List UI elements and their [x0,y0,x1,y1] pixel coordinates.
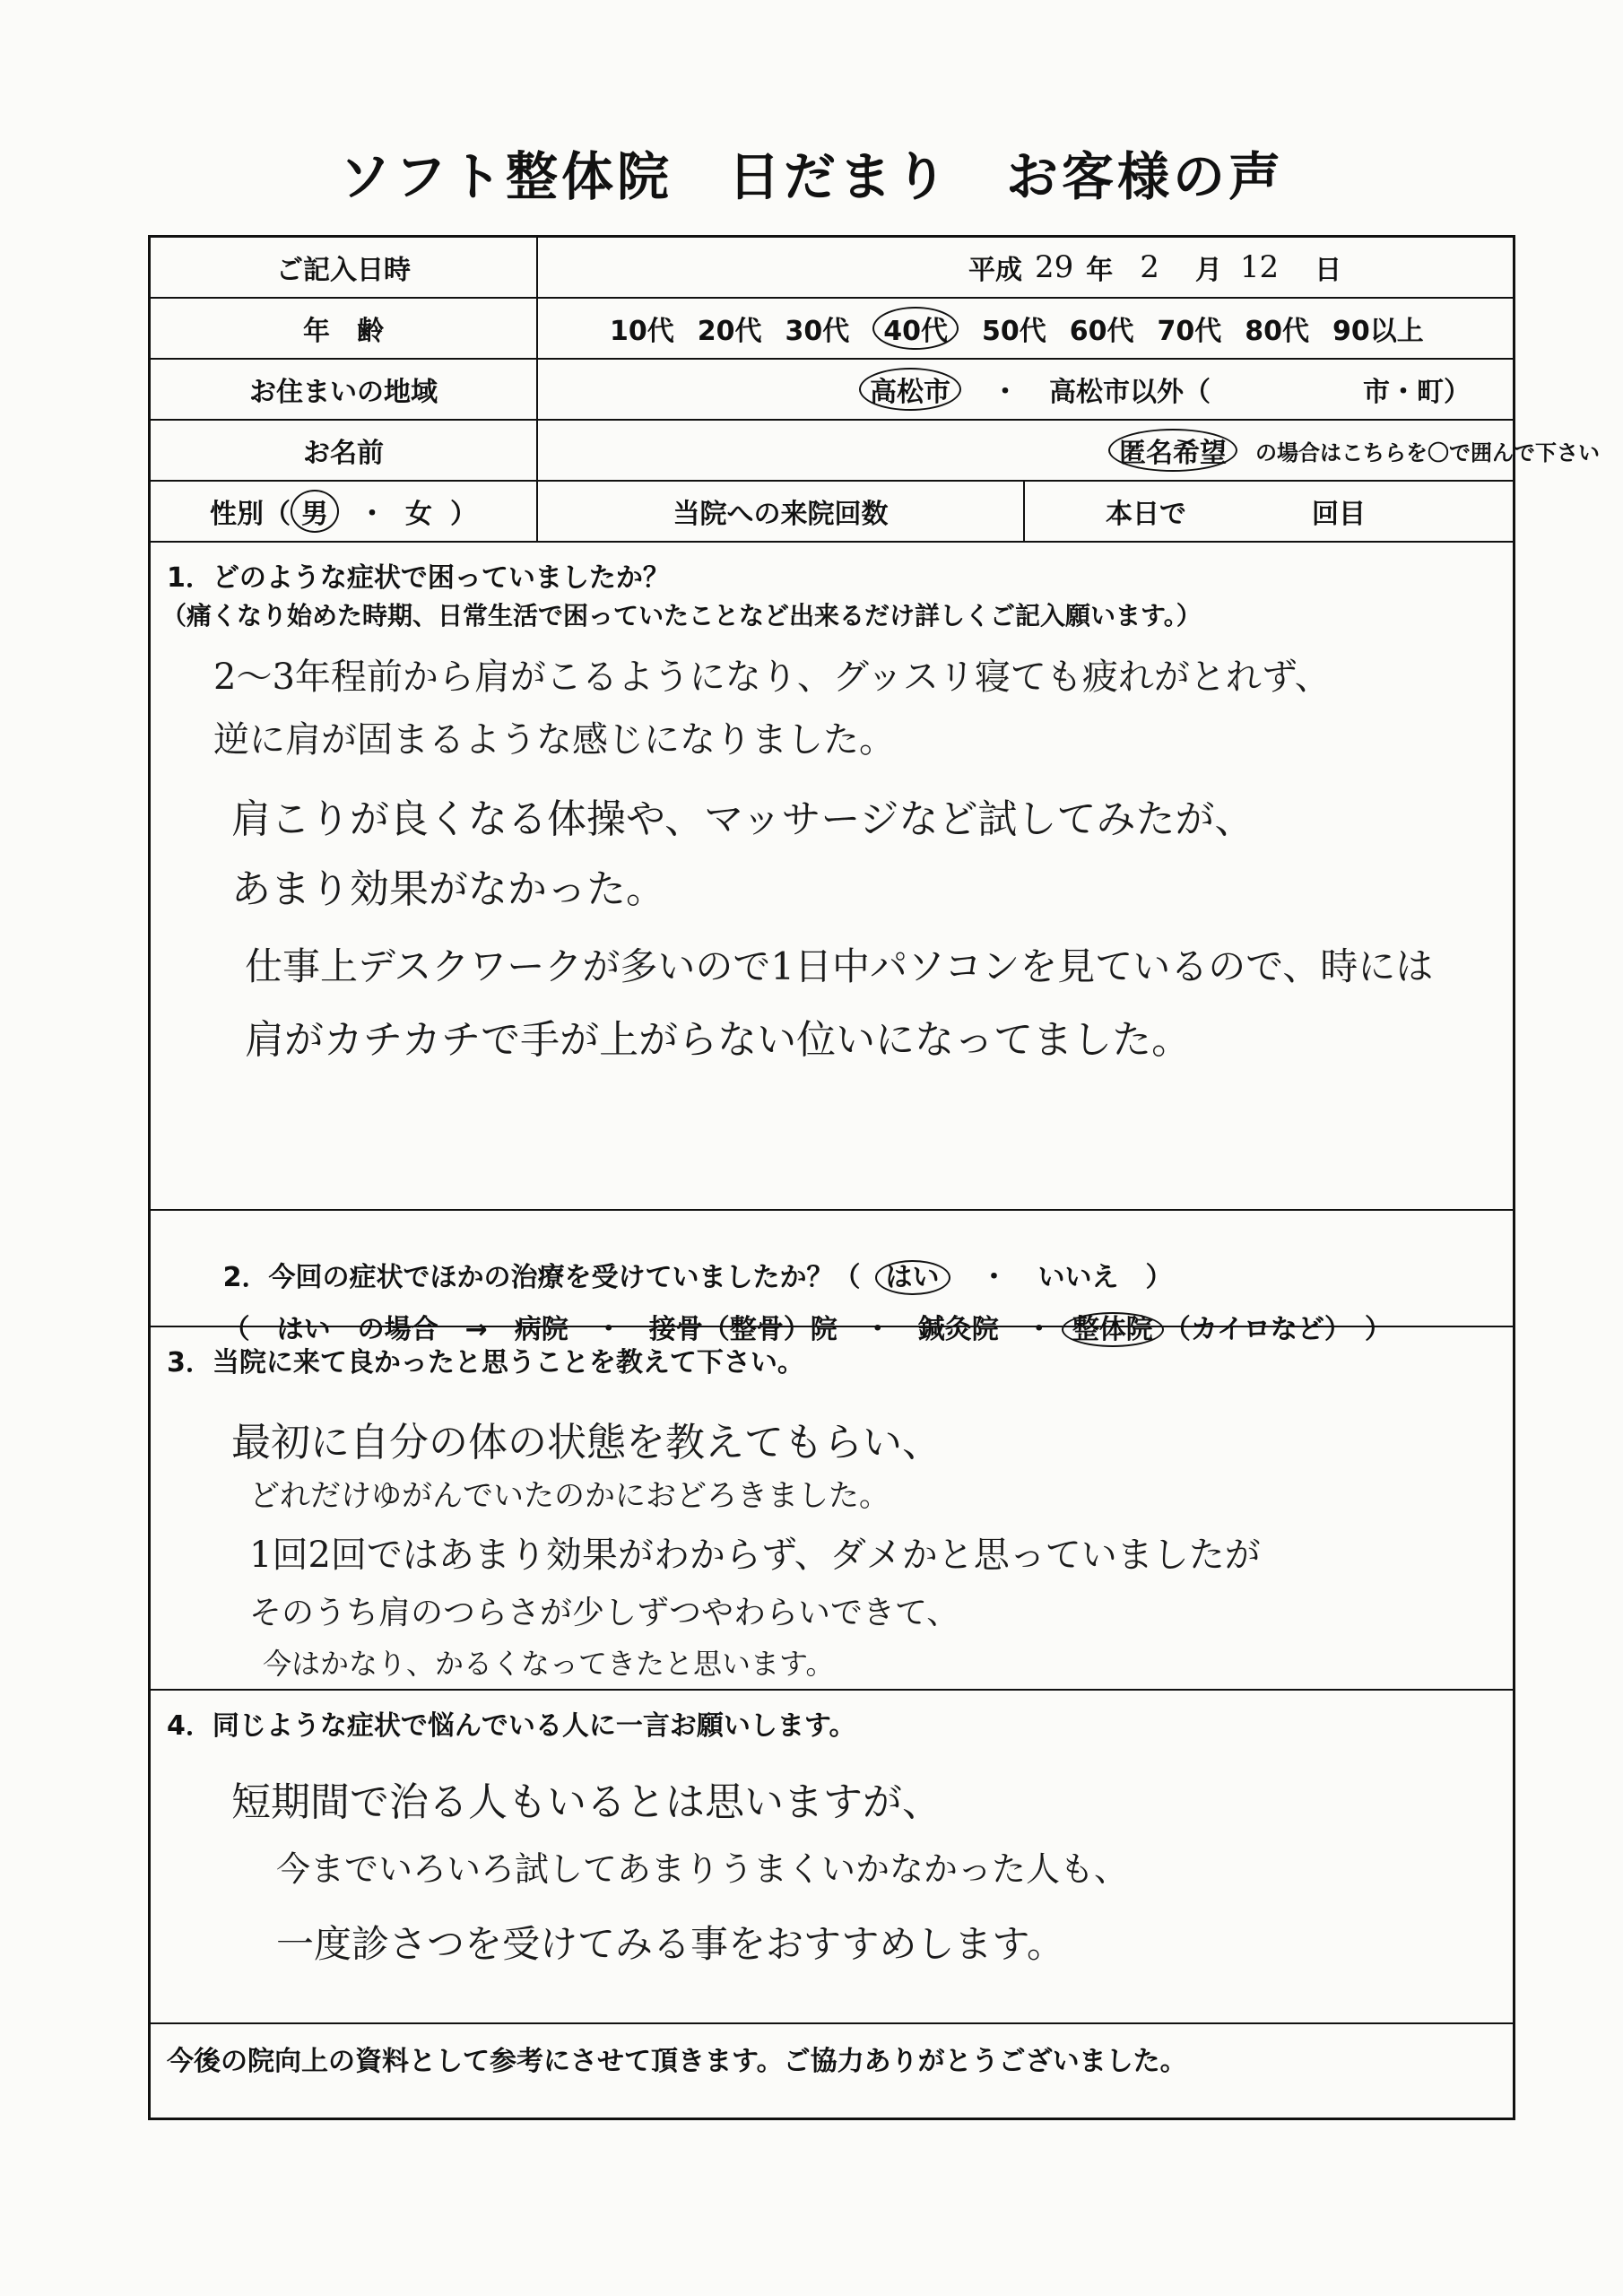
q4-heading: 4．同じような症状で悩んでいる人に一言お願いします。 [167,1710,856,1742]
q2-detail-suffix: （カイロなど） ） [1163,1314,1392,1345]
q2-section [151,1211,1513,1345]
q2-seitai-selected[interactable]: 整体院 [1062,1312,1164,1347]
day-unit: 日 [1315,255,1342,286]
q1-answer-line: 肩こりが良くなる体操や、マッサージなど試してみたが、 [231,796,1254,842]
gender-row [151,482,1513,543]
q3-answer-line: 最初に自分の体の状態を教えてもらい、 [231,1420,942,1465]
day-value: 12 [1239,249,1280,285]
q2-detail-prefix: （ はい の場合 → 病院 ・ 接骨（整骨）院 ・ 鍼灸院 ・ [222,1314,1053,1345]
q3-heading: 3．当院に来て良かったと思うことを教えて下さい。 [167,1347,804,1378]
name-value[interactable] [538,421,1600,480]
anonymous-option[interactable]: 匿名希望 [1108,429,1237,472]
q2-heading: 2．今回の症状でほかの治療を受けていましたか？（ [222,1262,861,1293]
q4-answer-line: 短期間で治る人もいるとは思いますが、 [231,1779,942,1825]
year-value: 29 [1035,249,1074,285]
month-unit: 月 [1194,255,1222,286]
q1-subheading: （痛くなり始めた時期、日常生活で困っていたことなど出来るだけ詳しくご記入願います。） [161,601,1202,631]
age-options[interactable] [538,299,1513,358]
area-suffix: 市・町） [1363,377,1471,408]
age-option[interactable]: 50代 [982,316,1046,347]
q3-answer-line: 1回2回ではあまり効果がわからず、ダメかと思っていましたが [249,1535,1261,1576]
month-value: 2 [1140,249,1159,285]
area-options[interactable] [538,360,1513,419]
q2-yes-selected[interactable]: はい [875,1260,950,1295]
age-option[interactable]: 20代 [697,316,762,347]
q4-answer-line: 一度診さつを受けてみる事をおすすめします。 [276,1922,1065,1966]
q1-answer-line: 2〜3年程前から肩がこるようになり、グッスリ寝ても疲れがとれず、 [213,657,1331,698]
q1-answer-line: 逆に肩が固まるような感じになりました。 [213,719,895,761]
name-row [151,421,1600,482]
q2-no[interactable]: いいえ ） [1037,1262,1173,1293]
q3-answer-line: どれだけゆがんでいたのかにおどろきました。 [249,1478,890,1514]
year-unit: 年 [1086,255,1114,286]
q1-answer-line: 仕事上デスクワークが多いので1日中パソコンを見ているので、時には [245,944,1434,988]
date-label: ご記入日時 [151,238,538,297]
date-value[interactable] [538,238,1513,297]
area-label: お住まいの地域 [151,360,538,419]
q3-answer-line: そのうち肩のつらさが少しずつやわらいできて、 [249,1595,959,1631]
area-option-other[interactable]: 高松市以外（ [1049,377,1211,408]
area-row [151,360,1513,421]
gender-prefix: 性別（ [210,499,291,530]
q1-section [151,543,1513,1211]
age-option[interactable]: 30代 [785,316,850,347]
q1-answer-line: あまり効果がなかった。 [231,866,665,912]
page-title: ソフト整体院 日だまり お客様の声 [338,146,1284,207]
name-label: お名前 [151,421,538,480]
footer-note: 今後の院向上の資料として参考にさせて頂きます。ご協力ありがとうございました。 [167,2046,1187,2077]
gender-field[interactable] [151,482,538,541]
visits-value[interactable] [1025,482,1513,541]
gender-female[interactable]: 女 [405,499,432,530]
era: 平成 [968,255,1022,286]
area-separator: ・ [992,377,1019,408]
age-option[interactable]: 90以上 [1332,316,1424,347]
age-option-selected[interactable]: 40代 [872,307,959,350]
survey-form [148,235,1600,2120]
date-row [151,238,1513,299]
visits-label: 当院への来院回数 [538,482,1025,541]
visits-times: 回目 [1312,499,1366,530]
age-option[interactable]: 10代 [610,316,674,347]
age-option[interactable]: 60代 [1069,316,1134,347]
age-option[interactable]: 70代 [1157,316,1222,347]
age-option[interactable]: 80代 [1245,316,1309,347]
area-option-takamatsu[interactable]: 高松市 [859,368,961,411]
gender-suffix: ） [450,499,477,530]
q1-answer-line: 肩がカチカチで手が上がらない位いになってました。 [245,1017,1192,1063]
visits-today: 本日で [1106,499,1186,530]
q3-answer-line: 今はかなり、かるくなってきたと思います。 [263,1647,835,1681]
anonymous-note: の場合はこちらを〇で囲んで下さい [1255,439,1600,465]
age-label: 年 齢 [151,299,538,358]
q4-answer-line: 今までいろいろ試してあまりうまくいかなかった人も、 [276,1849,1129,1889]
q1-heading: 1．どのような症状で困っていましたか？ [167,562,670,594]
gender-separator: ・ [359,499,386,530]
age-row [151,299,1513,360]
q4-section [151,1691,1513,2024]
gender-male-selected[interactable]: 男 [291,490,339,533]
q3-section [151,1327,1513,1691]
q2-separator: ・ [980,1262,1008,1293]
